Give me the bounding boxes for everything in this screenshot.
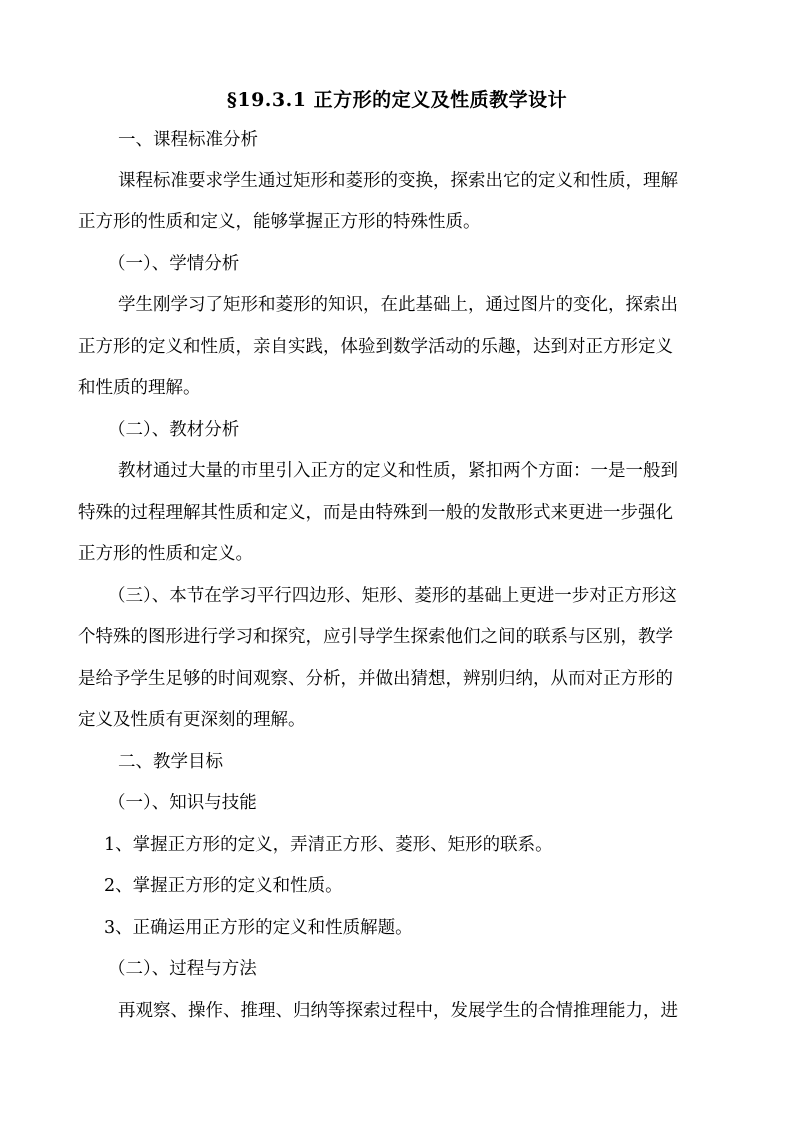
paragraph-line: 正方形的定义和性质，亲自实践，体验到数学活动的乐趣，达到对正方形定义 [78, 337, 673, 357]
paragraph-line: 正方形的性质和定义，能够掌握正方形的特殊性质。 [78, 212, 481, 232]
subsection-paragraph-line: （三）、本节在学习平行四边形、矩形、菱形的基础上更进一步对正方形这 [108, 586, 677, 606]
list-item: 1、掌握正方形的定义，弄清正方形、菱形、矩形的联系。 [104, 835, 553, 855]
paragraph-line: 和性质的理解。 [78, 378, 201, 398]
subsection-heading-textbook-analysis: （二）、教材分析 [108, 420, 240, 440]
paragraph-line: 个特殊的图形进行学习和探究，应引导学生探索他们之间的联系与区别，教学 [78, 627, 673, 647]
paragraph-line: 是给予学生足够的时间观察、分析，并做出猜想，辨别归纳，从而对正方形的 [78, 669, 673, 689]
section-heading-teaching-goals: 二、教学目标 [118, 752, 223, 772]
paragraph-line: 特殊的过程理解其性质和定义，而是由特殊到一般的发散形式来更进一步强化 [78, 503, 673, 523]
list-item: 2、掌握正方形的定义和性质。 [104, 876, 343, 896]
document-title: §19.3.1 正方形的定义及性质教学设计 [226, 89, 568, 111]
paragraph-line: 教材通过大量的市里引入正方的定义和性质，紧扣两个方面：一是一般到 [118, 461, 678, 481]
paragraph-line: 学生刚学习了矩形和菱形的知识，在此基础上，通过图片的变化，探索出 [118, 295, 678, 315]
subsection-heading-learner-analysis: （一）、学情分析 [108, 254, 240, 274]
paragraph-line: 正方形的性质和定义。 [78, 544, 253, 564]
subsection-heading-process-methods: （二）、过程与方法 [108, 959, 257, 979]
paragraph-line: 课程标准要求学生通过矩形和菱形的变换，探索出它的定义和性质，理解 [118, 171, 678, 191]
list-item: 3、正确运用正方形的定义和性质解题。 [104, 918, 413, 938]
paragraph-line: 再观察、操作、推理、归纳等探索过程中，发展学生的合情推理能力，进 [118, 1001, 678, 1021]
paragraph-line: 定义及性质有更深刻的理解。 [78, 710, 306, 730]
subsection-heading-knowledge-skills: （一）、知识与技能 [108, 793, 257, 813]
section-heading-curriculum-analysis: 一、课程标准分析 [118, 130, 258, 150]
